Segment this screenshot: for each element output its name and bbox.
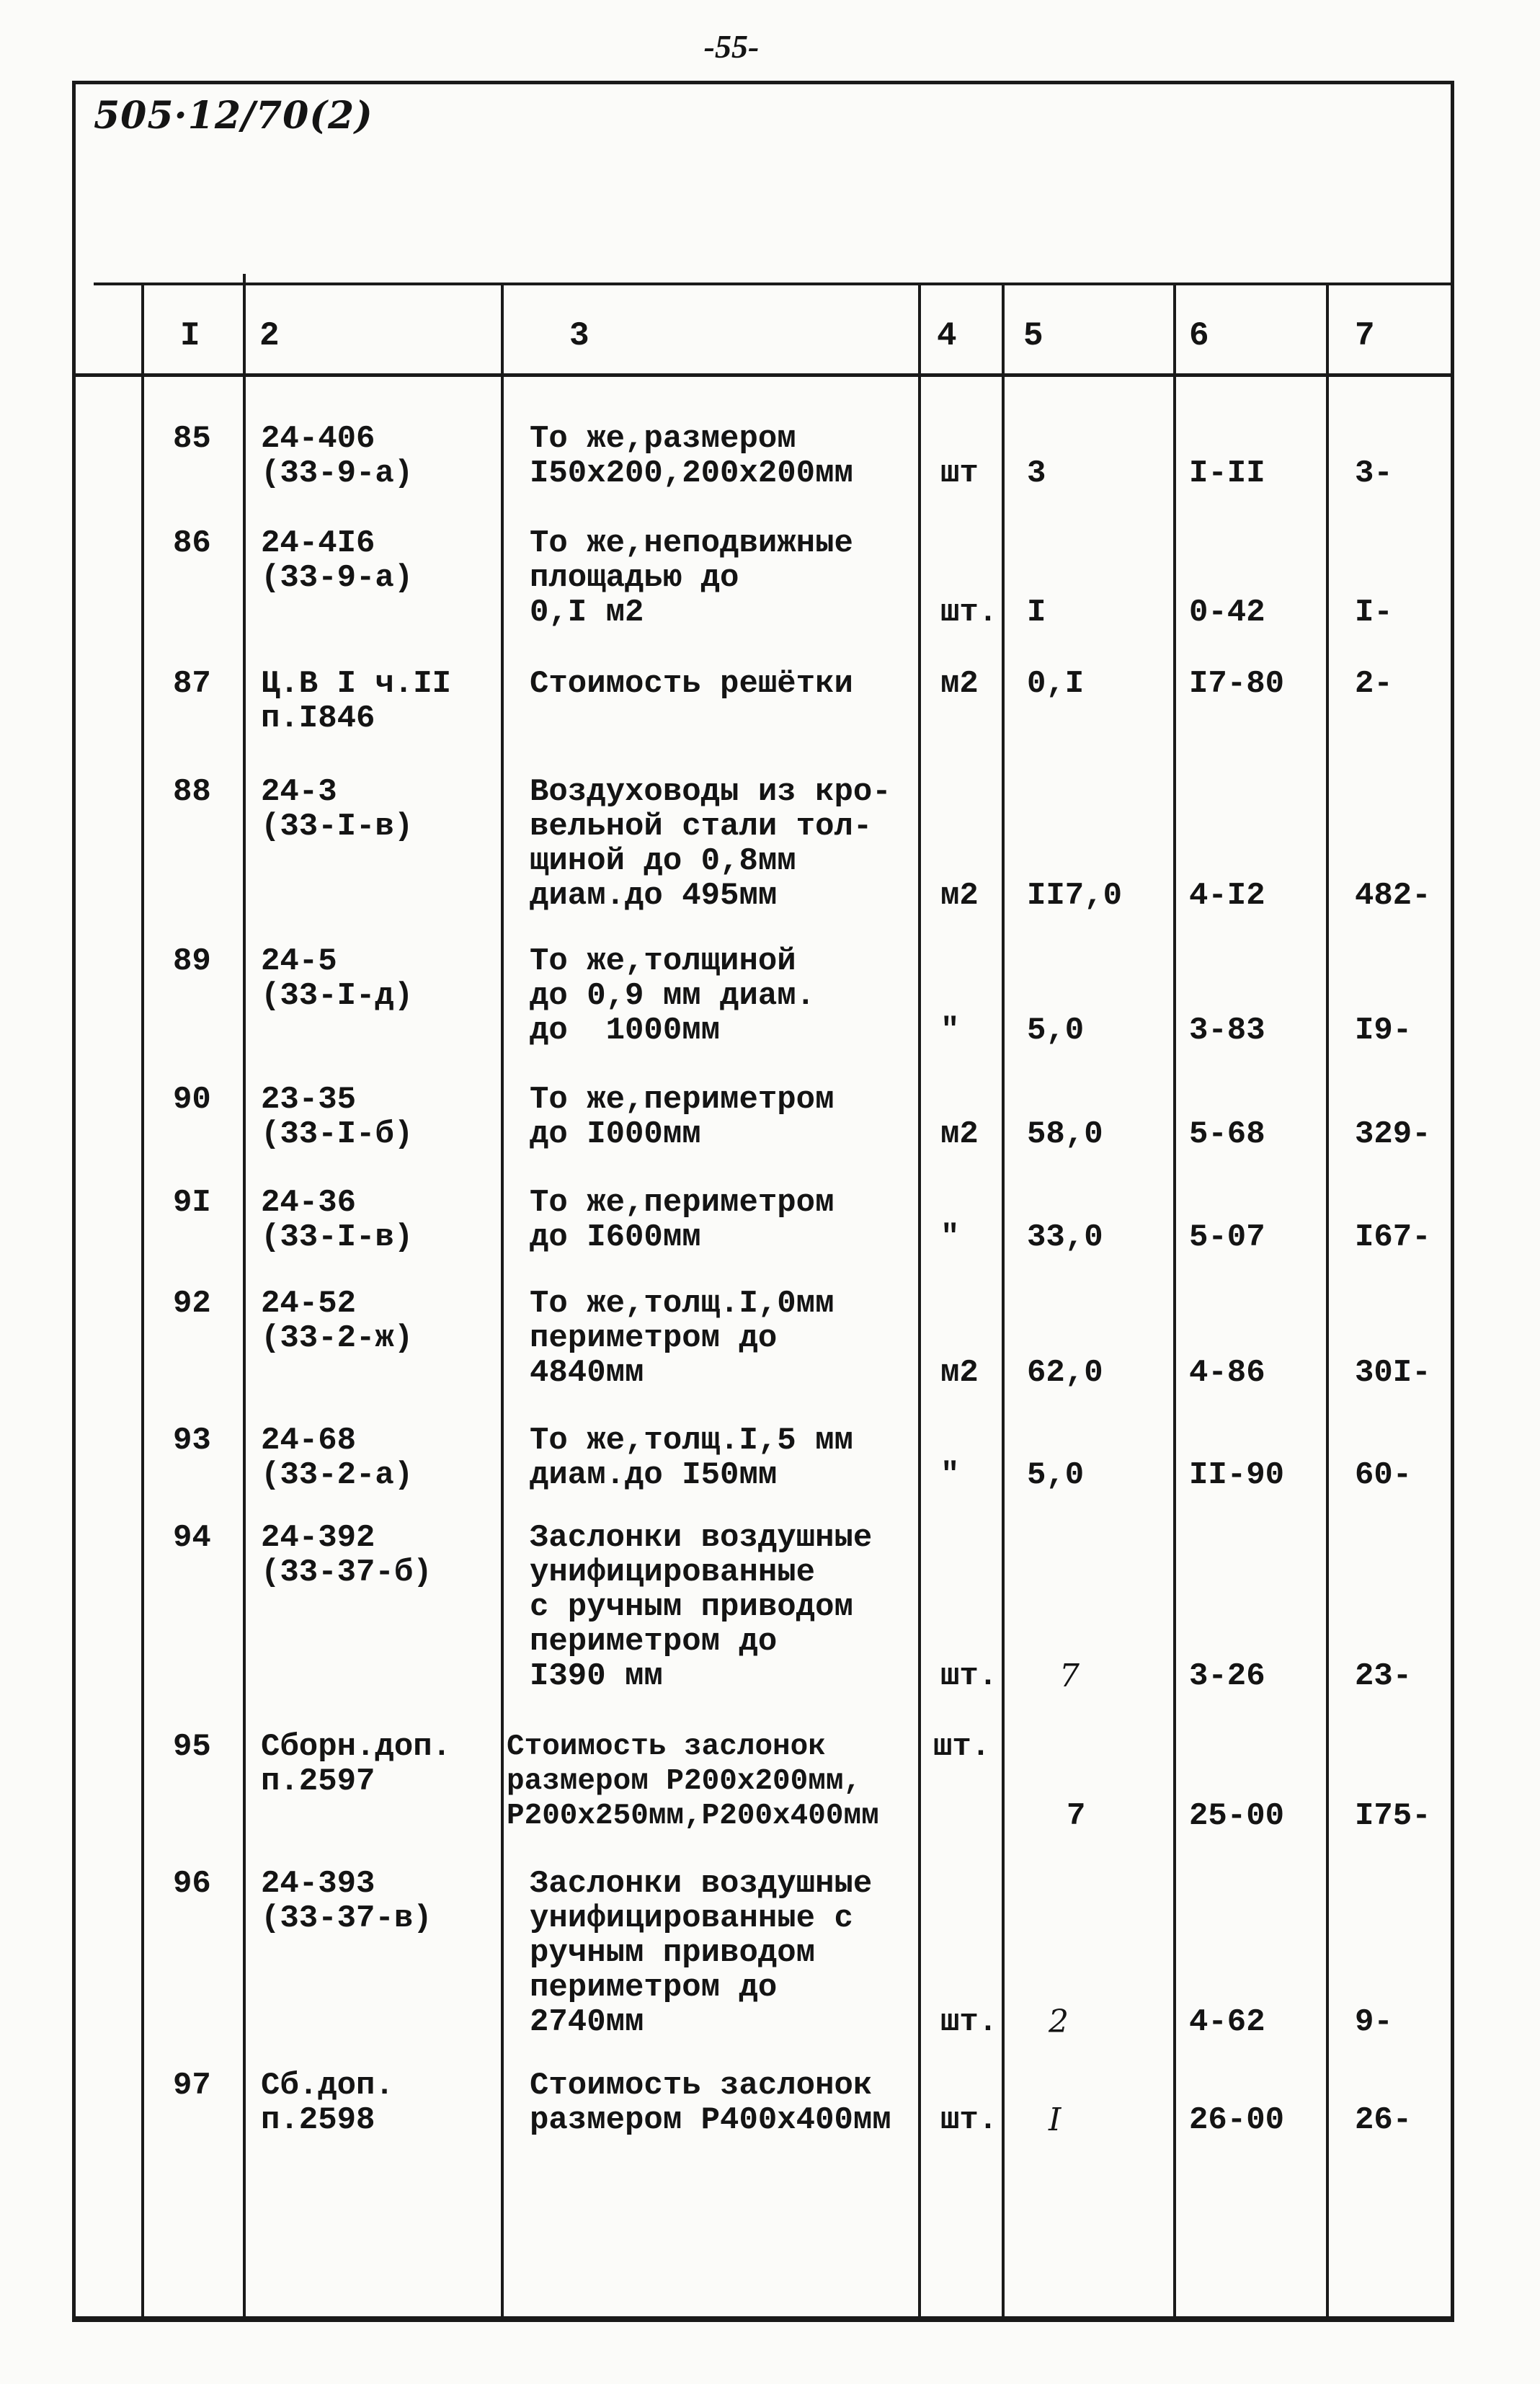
row-code: 24-392 (33-37-б)	[261, 1520, 432, 1591]
row-quantity: II7,0	[1027, 878, 1123, 914]
row-code: Сборн.доп. п.2597	[261, 1729, 452, 1800]
row-code: Сб.доп. п.2598	[261, 2068, 394, 2138]
row-unit: м2	[940, 666, 979, 702]
col-line-0	[141, 283, 144, 2316]
row-price: I-II	[1189, 455, 1265, 492]
row-code: 24-68 (33-2-а)	[261, 1423, 414, 1493]
header-col-7: 7	[1355, 317, 1375, 355]
table-bottom-line	[76, 2316, 1452, 2320]
row-quantity: 5,0	[1027, 1013, 1085, 1049]
row-number: 94	[173, 1520, 211, 1556]
row-quantity: 33,0	[1027, 1219, 1103, 1255]
header-col-3: 3	[569, 317, 589, 355]
row-number: 88	[173, 774, 211, 810]
header-col-4: 4	[937, 317, 957, 355]
row-quantity: 7	[1067, 1798, 1086, 1834]
row-code: Ц.В I ч.II п.I846	[261, 666, 452, 737]
row-unit: м2	[940, 878, 979, 914]
row-quantity: 2	[1049, 2003, 1069, 2040]
row-price: 3-83	[1189, 1013, 1265, 1049]
row-sum: 23-	[1355, 1658, 1412, 1694]
row-unit: шт	[940, 455, 979, 492]
row-code: 23-35 (33-I-б)	[261, 1082, 414, 1152]
row-number: 93	[173, 1423, 211, 1459]
row-quantity: 5,0	[1027, 1457, 1085, 1493]
row-number: 92	[173, 1286, 211, 1322]
row-sum: 30I-	[1355, 1355, 1431, 1391]
col-line-1	[243, 274, 246, 2316]
row-code: 24-5 (33-I-д)	[261, 943, 414, 1014]
row-price: 3-26	[1189, 1658, 1265, 1694]
row-price: 25-00	[1189, 1798, 1285, 1834]
row-unit: шт.	[933, 1729, 991, 1765]
row-price: II-90	[1189, 1457, 1285, 1493]
header-top-line	[94, 283, 1452, 285]
row-price: 5-07	[1189, 1219, 1265, 1255]
row-description: То же,толщ.I,5 мм диам.до I50мм	[530, 1423, 853, 1493]
header-col-1: I	[180, 317, 200, 355]
row-price: I7-80	[1189, 666, 1285, 702]
row-price: 4-I2	[1189, 878, 1265, 914]
row-unit: шт.	[940, 1658, 998, 1694]
row-quantity: I	[1027, 595, 1046, 631]
row-description: Заслонки воздушные унифицированные с ручным приводом периметром до I390 мм	[530, 1520, 873, 1694]
row-number: 85	[173, 421, 211, 457]
row-unit: шт.	[940, 595, 998, 631]
row-number: 90	[173, 1082, 211, 1118]
row-price: 26-00	[1189, 2102, 1285, 2138]
row-unit: "	[940, 1219, 960, 1255]
row-number: 86	[173, 525, 211, 561]
col-line-4	[1002, 283, 1005, 2316]
row-unit: "	[940, 1457, 960, 1493]
row-price: 0-42	[1189, 595, 1265, 631]
row-sum: 26-	[1355, 2102, 1412, 2138]
row-quantity: 3	[1027, 455, 1046, 492]
row-description: То же,периметром до I000мм	[530, 1082, 834, 1152]
row-description: Стоимость заслонок размером P400x400мм	[530, 2068, 891, 2138]
row-code: 24-3 (33-I-в)	[261, 774, 414, 845]
row-quantity: 0,I	[1027, 666, 1085, 702]
row-quantity: 7	[1059, 1658, 1080, 1694]
row-sum: I9-	[1355, 1013, 1412, 1049]
row-description: То же,толщ.I,0мм периметром до 4840мм	[530, 1286, 834, 1391]
row-number: 95	[173, 1729, 211, 1765]
row-code: 24-393 (33-37-в)	[261, 1866, 432, 1936]
document-code: 505·12/70(2)	[94, 94, 373, 138]
row-number: 96	[173, 1866, 211, 1902]
row-code: 24-4I6 (33-9-а)	[261, 525, 414, 596]
row-number: 89	[173, 943, 211, 979]
row-description: То же,периметром до I600мм	[530, 1185, 834, 1255]
row-unit: м2	[940, 1355, 979, 1391]
row-sum: 329-	[1355, 1116, 1431, 1152]
row-sum: I67-	[1355, 1219, 1431, 1255]
row-unit: шт.	[940, 2102, 998, 2138]
row-sum: 3-	[1355, 455, 1393, 492]
row-sum: 482-	[1355, 878, 1431, 914]
row-code: 24-52 (33-2-ж)	[261, 1286, 414, 1356]
header-bottom-line	[76, 373, 1452, 377]
row-price: 4-86	[1189, 1355, 1265, 1391]
row-description: То же,толщиной до 0,9 мм диам. до 1000мм	[530, 943, 816, 1049]
row-number: 9I	[173, 1185, 211, 1221]
row-number: 87	[173, 666, 211, 702]
row-quantity: 62,0	[1027, 1355, 1103, 1391]
row-sum: I-	[1355, 595, 1393, 631]
row-sum: 9-	[1355, 2004, 1393, 2040]
row-number: 97	[173, 2068, 211, 2104]
row-sum: 2-	[1355, 666, 1393, 702]
row-description: Заслонки воздушные унифицированные с ручным приводом периметром до 2740мм	[530, 1866, 873, 2040]
row-unit: "	[940, 1013, 960, 1049]
header-col-5: 5	[1023, 317, 1043, 355]
row-sum: 60-	[1355, 1457, 1412, 1493]
row-description: То же,неподвижные площадью до 0,I м2	[530, 525, 853, 631]
row-quantity: I	[1049, 2101, 1061, 2138]
header-col-2: 2	[259, 317, 280, 355]
row-description: Стоимость заслонок размером P200x200мм, P200x250мм,P200x400мм	[507, 1730, 879, 1833]
row-code: 24-36 (33-I-в)	[261, 1185, 414, 1255]
row-unit: шт.	[940, 2004, 998, 2040]
row-description: То же,размером I50x200,200x200мм	[530, 421, 853, 492]
row-sum: I75-	[1355, 1798, 1431, 1834]
row-quantity: 58,0	[1027, 1116, 1103, 1152]
row-price: 5-68	[1189, 1116, 1265, 1152]
row-code: 24-406 (33-9-а)	[261, 421, 414, 492]
row-unit: м2	[940, 1116, 979, 1152]
header-col-6: 6	[1189, 317, 1209, 355]
row-description: Стоимость решётки	[530, 666, 853, 702]
page-number: -55-	[703, 28, 760, 65]
row-description: Воздуховоды из кро- вельной стали тол- щиной до 0,8мм диам.до 495мм	[530, 774, 891, 914]
row-price: 4-62	[1189, 2004, 1265, 2040]
